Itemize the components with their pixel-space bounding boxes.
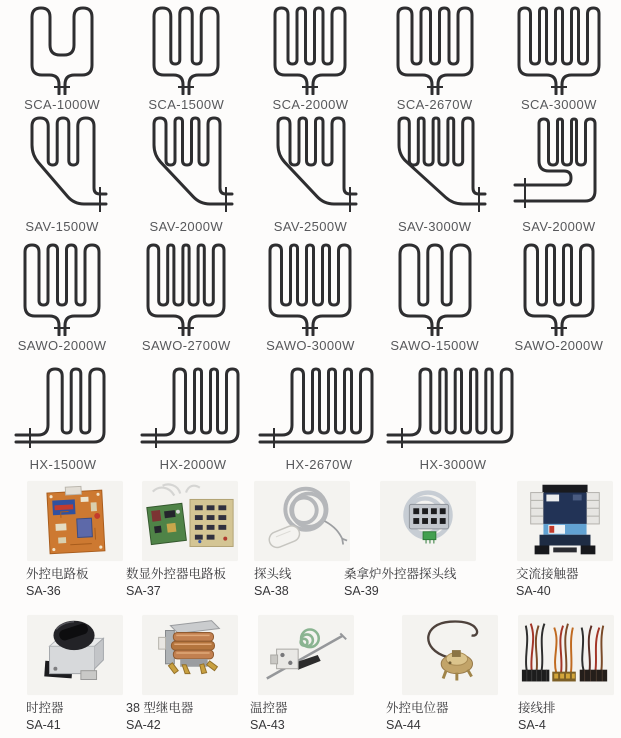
product-name: 温控器 xyxy=(250,701,288,715)
heating-element-illustration xyxy=(139,240,233,336)
heating-element-illustration xyxy=(383,113,487,217)
product-name: 时控器 xyxy=(26,701,64,715)
heater-model-label: SAV-2000W xyxy=(522,219,596,234)
product-name: 外控电位器 xyxy=(386,701,449,715)
product-item xyxy=(248,613,364,733)
heater-item xyxy=(515,240,604,354)
product-photo xyxy=(24,613,126,697)
heater-model-label: SAWO-2000W xyxy=(17,338,107,353)
product-row-1 xyxy=(0,479,621,613)
product-code: SA-4 xyxy=(518,717,546,732)
product-item xyxy=(24,479,126,599)
probe-wire-photo-illustration xyxy=(253,479,351,563)
heater-model-label: SAV-1500W xyxy=(25,219,99,234)
heater-model-label: HX-2000W xyxy=(159,457,227,472)
heater-row-sawo xyxy=(0,240,621,354)
product-code: SA-37 xyxy=(126,583,161,598)
heating-element-illustration xyxy=(516,240,602,336)
heater-model-label: SCA-1500W xyxy=(148,97,225,112)
heater-item xyxy=(266,3,354,113)
timer-photo-illustration xyxy=(26,613,124,697)
heater-item xyxy=(262,113,358,235)
heater-model-label: SAV-2000W xyxy=(149,219,223,234)
heater-item xyxy=(511,113,607,235)
product-code: SA-42 xyxy=(126,717,161,732)
heater-model-label: SAWO-3000W xyxy=(266,338,355,353)
product-code: SA-36 xyxy=(26,583,61,598)
heating-element-illustration xyxy=(16,240,108,336)
heater-model-label: SAV-3000W xyxy=(397,219,472,234)
heater-item xyxy=(140,363,246,473)
product-label xyxy=(252,566,352,599)
heater-model-label: SCA-1000W xyxy=(24,97,101,112)
heater-item xyxy=(23,3,101,113)
heating-element-illustration xyxy=(140,363,246,455)
product-code: SA-43 xyxy=(250,717,285,732)
product-label xyxy=(124,700,256,733)
probe-box-wire-photo-illustration xyxy=(379,479,477,563)
product-item xyxy=(124,479,256,599)
product-photo xyxy=(514,479,616,563)
heater-item xyxy=(261,240,359,354)
product-item xyxy=(124,613,256,733)
heating-element-illustration xyxy=(261,240,359,336)
product-photo xyxy=(342,479,514,563)
heater-item xyxy=(258,363,380,473)
product-code: SA-40 xyxy=(516,583,551,598)
product-name: 桑拿炉外控器探头线 xyxy=(344,567,457,581)
product-name: 探头线 xyxy=(254,567,292,581)
heater-row-sca xyxy=(0,0,621,113)
heater-item xyxy=(383,113,487,235)
heater-model-label: HX-2670W xyxy=(285,457,353,472)
heating-element-illustration xyxy=(138,113,234,217)
product-label xyxy=(248,700,364,733)
terminal-strip-photo-illustration xyxy=(517,613,615,697)
relay-photo-illustration xyxy=(141,613,239,697)
heater-model-label: HX-1500W xyxy=(29,457,97,472)
product-label xyxy=(342,566,514,599)
heating-element-illustration xyxy=(23,3,101,95)
product-item xyxy=(384,613,516,733)
pcb-double-photo-illustration xyxy=(141,479,239,563)
product-item xyxy=(252,479,352,599)
product-label xyxy=(24,700,126,733)
heater-item xyxy=(389,3,481,113)
heater-item xyxy=(510,3,608,113)
heater-model-label: SCA-3000W xyxy=(520,97,597,112)
heating-element-illustration xyxy=(511,113,607,217)
product-photo xyxy=(24,479,126,563)
product-name: 外控电路板 xyxy=(26,567,89,581)
product-name: 交流接触器 xyxy=(516,567,579,581)
product-photo xyxy=(384,613,516,697)
potentiometer-photo-illustration xyxy=(401,613,499,697)
product-photo xyxy=(248,613,364,697)
thermostat-photo-illustration xyxy=(257,613,355,697)
heating-element-illustration xyxy=(266,3,354,95)
product-code: SA-44 xyxy=(386,717,421,732)
heater-row-sav xyxy=(0,113,621,235)
product-photo xyxy=(124,613,256,697)
product-photo xyxy=(124,479,256,563)
heating-element-illustration xyxy=(262,113,358,217)
product-code: SA-38 xyxy=(254,583,289,598)
heating-element-illustration xyxy=(386,363,520,455)
heater-item xyxy=(138,113,234,235)
heater-item xyxy=(386,363,520,473)
product-photo xyxy=(516,613,616,697)
product-label xyxy=(124,566,256,599)
heater-model-label: SAV-2500W xyxy=(273,219,348,234)
heating-element-illustration xyxy=(389,3,481,95)
heater-item xyxy=(16,240,108,354)
heater-item xyxy=(14,363,112,473)
heater-item xyxy=(390,240,479,354)
product-label xyxy=(516,700,616,733)
product-row-2 xyxy=(0,613,621,732)
heater-model-label: HX-3000W xyxy=(419,457,487,472)
product-code: SA-39 xyxy=(344,583,379,598)
pcb-orange-photo-illustration xyxy=(26,479,124,563)
ac-contactor-photo-illustration xyxy=(516,479,614,563)
product-code: SA-41 xyxy=(26,717,61,732)
heater-model-label: SCA-2670W xyxy=(396,97,473,112)
heating-element-illustration xyxy=(16,113,108,217)
heater-model-label: SAWO-2000W xyxy=(514,338,604,353)
product-name: 数显外控器电路板 xyxy=(126,567,227,581)
heating-element-illustration xyxy=(391,240,479,336)
product-item xyxy=(516,613,616,733)
product-label xyxy=(384,700,516,733)
heater-item xyxy=(145,3,227,113)
product-label xyxy=(24,566,126,599)
heater-model-label: SCA-2000W xyxy=(272,97,349,112)
heating-element-illustration xyxy=(14,363,112,455)
product-label xyxy=(514,566,616,599)
heating-element-illustration xyxy=(510,3,608,95)
product-name: 38 型继电器 xyxy=(126,701,194,715)
product-item xyxy=(514,479,616,599)
product-photo xyxy=(252,479,352,563)
heater-model-label: SAWO-2700W xyxy=(141,338,231,353)
product-item xyxy=(24,613,126,733)
heating-element-illustration xyxy=(258,363,380,455)
product-name: 接线排 xyxy=(518,701,556,715)
heater-item xyxy=(16,113,108,235)
heating-element-illustration xyxy=(145,3,227,95)
heater-model-label: SAWO-1500W xyxy=(390,338,480,353)
product-item xyxy=(342,479,514,599)
heater-row-hx xyxy=(0,363,621,473)
heater-item xyxy=(139,240,233,354)
